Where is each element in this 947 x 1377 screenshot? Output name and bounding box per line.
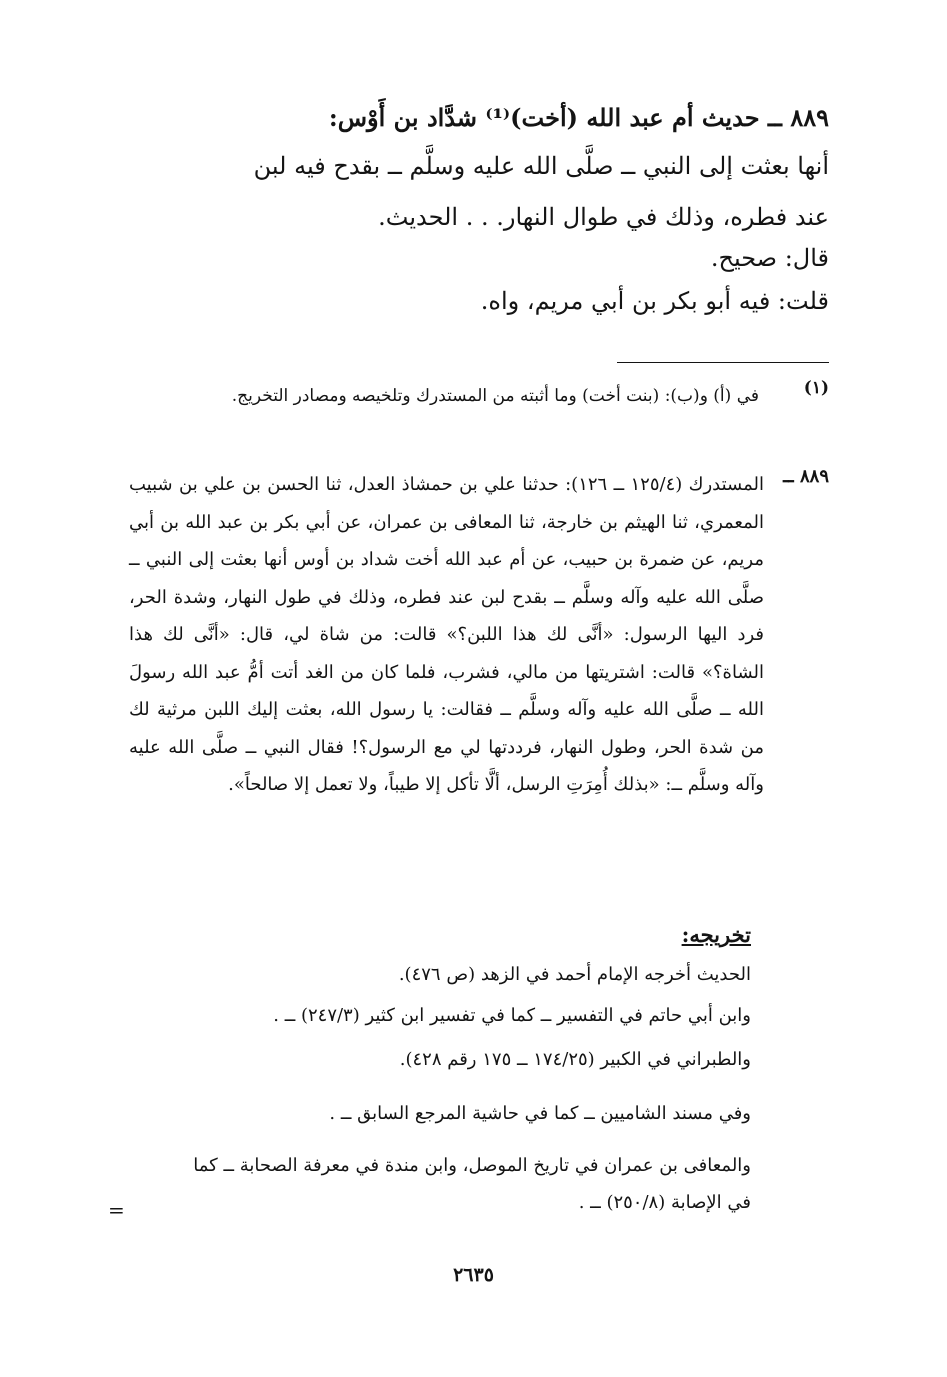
takhrij-line: والطبراني في الكبير (١٧٤/٢٥ ــ ١٧٥ رقم ٤٢٨). bbox=[399, 1049, 751, 1070]
takhrij-line: وابن أبي حاتم في التفسير ــ كما في تفسير ابن كثير (٢٤٧/٣) ــ . bbox=[273, 1005, 751, 1026]
hakim-verdict-line: قال: صحيح. bbox=[710, 244, 829, 272]
continuation-mark: = bbox=[108, 1198, 125, 1222]
hadith-text-line: عند فطره، وذلك في طوال النهار. . . الحديث. bbox=[378, 203, 829, 231]
source-entry-number: ٨٨٩ ــ bbox=[783, 466, 829, 487]
hadith-text-line: أنها بعثت إلى النبي ــ صلَّى الله عليه وسلَّم ــ بقدح فيه لبن bbox=[253, 152, 829, 180]
page-number: ٢٦٣٥ bbox=[453, 1264, 494, 1286]
source-text: المستدرك (١٢٥/٤ ــ ١٢٦): حدثنا علي بن حمشاذ العدل، ثنا الحسن بن علي بن شبيب المعمري، ثنا الهيثم بن خارجة، ثنا المعافى بن عمران، عن أبي بكر بن عبد الله بن أبي مريم، عن ضمرة بن حبيب، عن أم عبد الله أخت شداد بن أوس أنها بعثت إلى النبي ــ صلَّى الله عليه وآله وسلَّم ــ بقدح لبن عند فطره، وذلك في طول النهار، وشدة الحر، فرد اليها الرسول: «أنَّى لك هذا اللبن؟» قالت: من شاة لي، قال: «أنَّى لك هذا الشاة؟» قالت: اشتريتها من مالي، فشرب، فلما كان من الغد أتت أمُّ عبد الله رسولَ الله ــ صلَّى الله عليه وآله وسلَّم ــ فقالت: يا رسول الله، بعثت إليك اللبن مرثية لك من شدة الحر، وطول النهار، فرددتها لي مع الرسول؟! فقال النبي ــ صلَّى الله عليه وآله وسلَّم ــ: «بذلك أُمِرَتِ الرسل، ألَّا تأكل إلا طيباً، ولا تعمل إلا صالحاً». bbox=[129, 474, 764, 795]
footnote-number: (١) bbox=[803, 378, 829, 398]
dhahabi-comment-line: قلت: فيه أبو بكر بن أبي مريم، واه. bbox=[480, 287, 829, 315]
takhrij-line: وفي مسند الشاميين ــ كما في حاشية المرجع السابق ــ . bbox=[329, 1103, 751, 1124]
footnote-separator bbox=[617, 362, 829, 363]
footnote-text: في (أ) و(ب): (بنت أخت) وما أثبته من المستدرك وتلخيصه ومصادر التخريج. bbox=[231, 386, 759, 406]
hadith-title-line: ٨٨٩ ــ حديث أم عبد الله (أخت)⁽¹⁾ شدَّاد بن أَوْس: bbox=[328, 103, 829, 132]
takhrij-line: الحديث أخرجه الإمام أحمد في الزهد (ص ٤٧٦). bbox=[398, 964, 751, 985]
takhrij-heading: تخريجه: bbox=[681, 922, 751, 947]
takhrij-line: والمعافى بن عمران في تاريخ الموصل، وابن مندة في معرفة الصحابة ــ كما bbox=[193, 1155, 751, 1176]
takhrij-line: في الإصابة (٢٥٠/٨) ــ . bbox=[578, 1192, 751, 1213]
